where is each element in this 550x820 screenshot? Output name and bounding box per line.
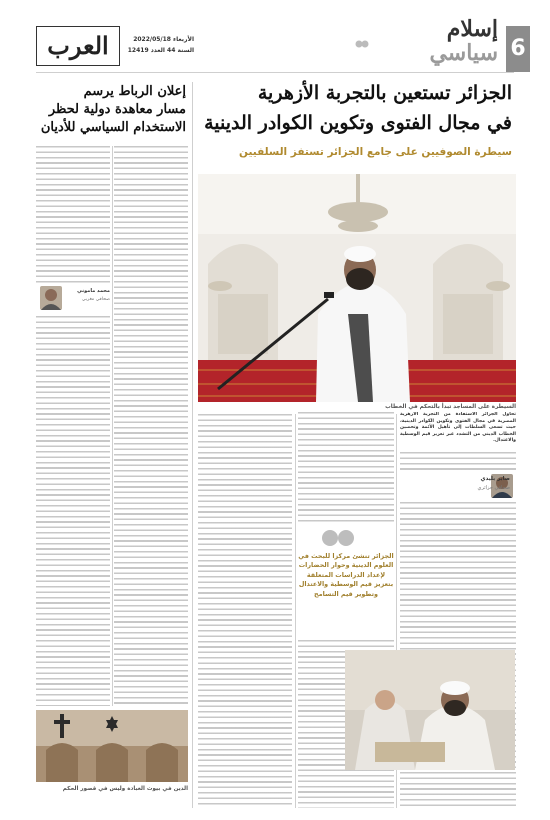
- main-body-col2a: [298, 412, 394, 522]
- main-body-col3: [198, 414, 292, 808]
- main-subheadline: سيطرة الصوفيين على جامع الجزائر تستفز السلفيين: [239, 146, 512, 158]
- brand-logo: العرب: [36, 26, 120, 66]
- main-headline-line1: الجزائر تستعين بالتجربة الأزهرية: [257, 82, 512, 104]
- main-photo-caption: السيطرة على المساجد تبدأ بالتحكم في الخطاب: [385, 404, 516, 410]
- side-body-col-left: [36, 316, 110, 706]
- mosque-photo: [198, 174, 516, 402]
- side-photo-caption: الدين في بيوت العبادة وليس في قصور الحكم: [62, 786, 188, 792]
- side-author-name: محمد ماموني: [77, 288, 110, 294]
- side-body-col-right: [114, 146, 188, 706]
- header-divider: [36, 72, 514, 73]
- section-title-line1: إسلام: [446, 16, 498, 42]
- side-divider: [192, 82, 193, 808]
- quote-icon: [318, 528, 358, 548]
- page-number: 6: [506, 26, 530, 72]
- page-header: [0, 0, 550, 70]
- side-headline-line2: مسار معاهدة دولية لحظر: [48, 102, 186, 117]
- issue-date: الأربعاء 2022/05/18: [133, 36, 194, 43]
- author-role: صحافي جزائري: [477, 485, 510, 491]
- side-headline-line1: إعلان الرباط يرسم: [83, 84, 186, 99]
- teaching-photo: [345, 650, 515, 770]
- main-lead-text: تحاول الجزائر الاستفادة من التجربة الأزهرية المصرية في مجال الفتوى وتكوين الكوادر الدينية، حيث تسعى السلطات إلى تأهيل الأئمة وتحصين الخطاب الديني من التشدد عبر تعزيز قيم الوسطية والاعتدال.: [400, 412, 516, 444]
- main-headline-line2: في مجال الفتوى وتكوين الكوادر الدينية: [204, 112, 512, 134]
- side-author-role: صحافي مغربي: [81, 297, 110, 302]
- quote-bubble-icon: [355, 34, 369, 44]
- main-body-col1: [400, 452, 516, 472]
- side-col-divider: [112, 146, 113, 706]
- issue-number: السنة 44 العدد 12419: [127, 47, 194, 54]
- col-divider-2: [295, 414, 296, 808]
- side-author-photo: [40, 286, 62, 310]
- side-headline-line3: الاستخدام السياسي للأديان: [40, 120, 186, 135]
- side-body-col-left-top: [36, 146, 110, 284]
- section-title-line2: سياسي: [429, 40, 498, 66]
- author-name: صابر بليدي: [480, 476, 510, 482]
- religious-symbols-photo: [36, 710, 188, 782]
- pull-quote: الجزائر تنشئ مركزا للبحث في العلوم الدينية وحوار الحضارات لإعداد الدراسات المتعلقة بتعزيز قيم الوسطية والاعتدال وتطوير قيم التسامح: [298, 552, 394, 598]
